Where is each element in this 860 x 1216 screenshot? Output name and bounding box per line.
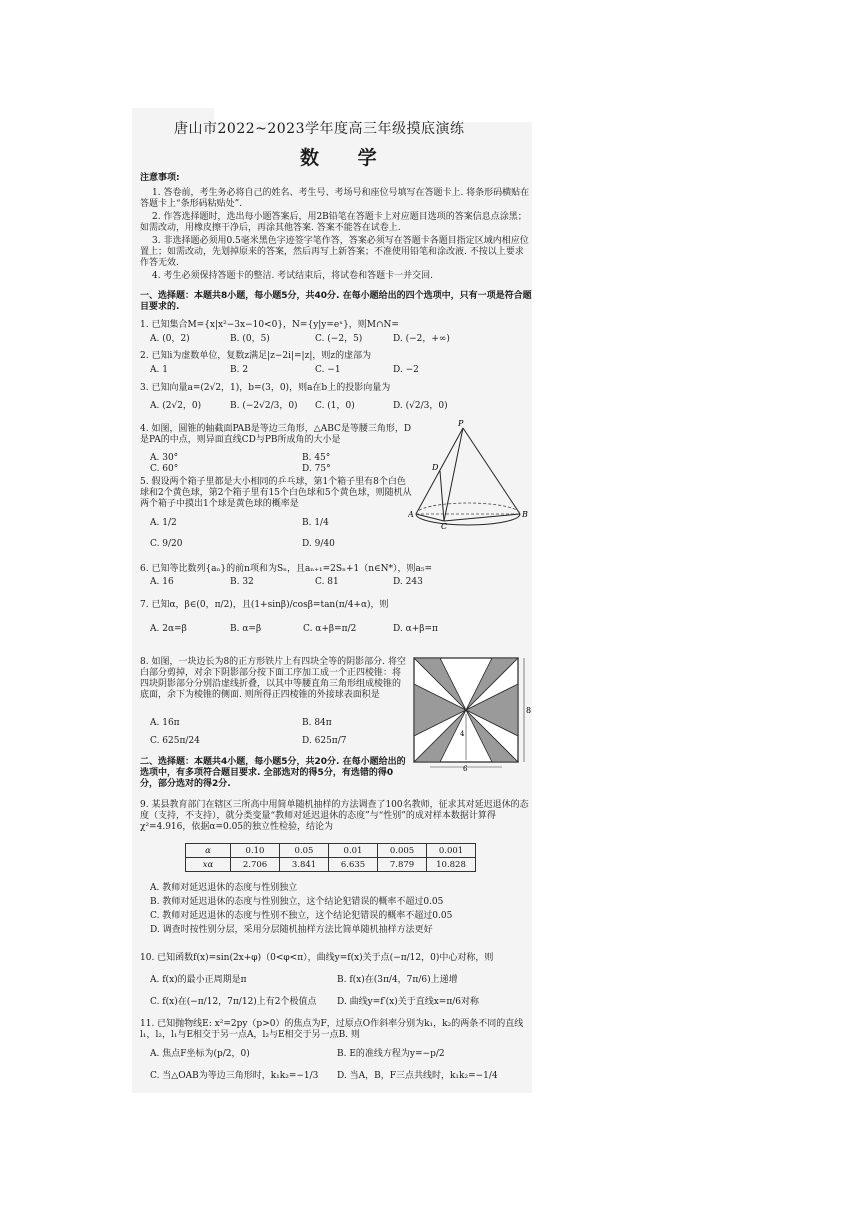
label-side-8: 8 (526, 706, 532, 715)
q5-option-d: D. 9/40 (302, 539, 335, 549)
q6-option-a: A. 16 (150, 577, 174, 587)
q5-option-b: B. 1/4 (302, 518, 329, 528)
q3-option-c: C. (1，0) (315, 401, 355, 411)
q10-option-a: A. f(x)的最小正周期是π (150, 975, 247, 985)
q3-option-b: B. (−2√2/3，0) (230, 401, 298, 411)
q4-stem: 4. 如图，圆锥的轴截面PAB是等边三角形，△ABC是等腰三角形，D是PA的中点，则异面直线CD与PB所成角的大小是 (140, 424, 412, 445)
q8-option-c: C. 625π/24 (150, 736, 200, 746)
q7-option-c: C. α+β=π/2 (303, 624, 357, 634)
q2-option-d: D. −2 (393, 365, 419, 375)
q11-option-d: D. 当A，B，F三点共线时，k₁k₂=−1/4 (337, 1071, 498, 1081)
q1-option-a: A. (0，2) (150, 334, 190, 344)
q2-option-a: A. 1 (150, 365, 168, 375)
q9-option-d: D. 调查时按性别分层，采用分层随机抽样方法比简单随机抽样方法更好 (150, 925, 433, 935)
note-1: 1. 答卷前，考生务必将自己的姓名、考生号、考场号和座位号填写在答题卡上. 将条形码横贴在答题卡上“条形码粘贴处”. (140, 188, 530, 209)
q7-option-a: A. 2α=β (150, 624, 187, 634)
q7-option-d: D. α+β=π (393, 624, 438, 634)
q10-option-b: B. f(x)在(3π/4，7π/6)上递增 (337, 975, 458, 985)
q3-option-a: A. (2√2，0) (150, 401, 202, 411)
q7-stem: 7. 已知α，β∈(0，π/2)，且(1+sinβ)/cosβ=tan(π/4+α)，则 (140, 600, 389, 610)
q5-option-c: C. 9/20 (150, 539, 183, 549)
q11-option-a: A. 焦点F坐标为(p/2，0) (150, 1049, 250, 1059)
label-a: A (408, 510, 414, 519)
label-bottom-6: 6 (463, 765, 468, 772)
q11-stem: 11. 已知抛物线E: x²=2py（p>0）的焦点为F，过原点O作斜率分别为k₁，k₂的两条不同的直线l₁，l₂，l₁与E相交于另一点A，l₂与E相交于另一点B. 则 (140, 1019, 524, 1040)
q10-option-d: D. 曲线y=f′(x)关于直线x=π/6对称 (337, 997, 480, 1007)
note-4: 4. 考生必须保持答题卡的整洁. 考试结束后，将试卷和答题卡一并交回. (152, 271, 434, 281)
q10-option-c: C. f(x)在(−π/12，7π/12)上有2个极值点 (150, 997, 317, 1007)
q8-option-d: D. 625π/7 (302, 736, 347, 746)
q6-option-b: B. 32 (230, 577, 254, 587)
critical-value-table (185, 843, 476, 872)
label-d: D (432, 463, 439, 472)
table-cell: 0.001 (427, 844, 476, 858)
table-cell: 0.05 (280, 844, 329, 858)
q8-option-a: A. 16π (150, 718, 180, 728)
table-cell: α (186, 844, 231, 858)
q6-option-c: C. 81 (315, 577, 339, 587)
note-3: 3. 非选择题必须用0.5毫米黑色字迹签字笔作答，答案必须写在答题卡各题目指定区域内相应位置上；如需改动，先划掉原来的答案，然后再写上新答案；不准使用铅笔和涂改液. 不按以上要求作答无效. (140, 236, 529, 268)
note-2: 2. 作答选择题时，选出每小题答案后，用2B铅笔在答题卡上对应题目选项的答案信息点涂黑；如需改动，用橡皮擦干净后，再涂其他答案. 答案不能答在试卷上. (140, 212, 527, 233)
label-p: P (458, 419, 464, 428)
q5-option-a: A. 1/2 (150, 518, 177, 528)
label-c: C (441, 522, 448, 530)
table-cell: 0.005 (378, 844, 427, 858)
q9-option-b: B. 教师对延迟退休的态度与性别独立，这个结论犯错误的概率不超过0.05 (150, 897, 444, 907)
q9-option-c: C. 教师对延迟退休的态度与性别不独立，这个结论犯错误的概率不超过0.05 (150, 911, 453, 921)
q8-stem: 8. 如图，一块边长为8的正方形铁片上有四块全等的阴影部分. 将空白部分剪掉，对余下阴影部分按下面工序加工成一个正四棱锥：将四块阴影部分分别沿虚线折叠，以其中等腰直角三角形组成棱锥的底面，余下为棱锥的侧面. 则所得正四棱锥的外接球表面积是 (140, 657, 406, 700)
section-1-heading: 一、选择题：本题共8小题，每小题5分，共40分. 在每小题给出的四个选项中，只有一项是符合题目要求的. (140, 291, 532, 312)
q2-option-c: C. −1 (315, 365, 341, 375)
table-cell: 2.706 (231, 858, 280, 872)
q11-option-c: C. 当△OAB为等边三角形时，k₁k₂=−1/3 (150, 1071, 319, 1081)
q1-option-b: B. (0，5) (230, 334, 270, 344)
table-row (186, 858, 476, 872)
table-cell: 0.01 (329, 844, 378, 858)
q6-stem: 6. 已知等比数列{aₙ}的前n项和为Sₙ，且aₙ₊₁=2Sₙ+1（n∈N*），则a₅= (140, 564, 433, 574)
q4-option-d: D. 75° (302, 464, 331, 474)
table-cell: 6.635 (329, 858, 378, 872)
q4-option-c: C. 60° (150, 464, 179, 474)
notes-heading: 注意事项: (140, 173, 180, 183)
q4-option-a: A. 30° (150, 453, 179, 463)
q9-option-a: A. 教师对延迟退休的态度与性别独立 (150, 883, 298, 893)
subject-title: 数 学 (300, 147, 393, 169)
cone-figure (408, 418, 533, 530)
q10-stem: 10. 已知函数f(x)=sin(2x+φ)（0<φ<π），曲线y=f(x)关于点(−π/12，0)中心对称，则 (140, 953, 494, 963)
q9-stem: 9. 某县教育部门在辖区三所高中用简单随机抽样的方法调查了100名教师，征求其对延迟退休的态度（支持，不支持），就分类变量“教师对延迟退休的态度”与“性别”的成对样本数据计算得χ²=4.916，依据α=0.05的独立性检验，结论为 (140, 800, 529, 832)
q4-option-b: B. 45° (302, 453, 331, 463)
table-cell: 0.10 (231, 844, 280, 858)
label-half-4: 4 (460, 730, 465, 738)
exam-title: 唐山市2022~2023学年度高三年级摸底演练 (174, 121, 465, 137)
table-cell: 7.879 (378, 858, 427, 872)
q7-option-b: B. α=β (230, 624, 262, 634)
q3-stem: 3. 已知向量a=(2√2，1)，b=(3，0)，则a在b上的投影向量为 (140, 383, 391, 393)
section-2-heading: 二、选择题：本题共4小题，每小题5分，共20分. 在每小题给出的选项中，有多项符合题目要求. 全部选对的得5分，有选错的得0分，部分选对的得2分. (140, 757, 406, 789)
square-figure (410, 654, 535, 772)
q2-stem: 2. 已知i为虚数单位，复数z满足|z−2i|=|z|，则z的虚部为 (140, 351, 372, 361)
q5-stem: 5. 假设两个箱子里都是大小相同的乒乓球，第1个箱子里有8个白色球和2个黄色球，第2个箱子里有15个白色球和5个黄色球，则随机从两个箱子中摸出1个球是黄色球的概率是 (140, 477, 412, 509)
q1-option-d: D. (−2，+∞) (393, 334, 450, 344)
label-b: B (522, 510, 528, 519)
q6-option-d: D. 243 (393, 577, 423, 587)
q3-option-d: D. (√2/3，0) (393, 401, 448, 411)
q11-option-b: B. E的准线方程为y=−p/2 (337, 1049, 445, 1059)
q8-option-b: B. 84π (302, 718, 332, 728)
q1-stem: 1. 已知集合M={x|x²−3x−10<0}，N={y|y=eˣ}，则M∩N= (140, 320, 399, 330)
table-cell: xα (186, 858, 231, 872)
q1-option-c: C. (−2，5) (315, 334, 363, 344)
q2-option-b: B. 2 (230, 365, 249, 375)
table-cell: 3.841 (280, 858, 329, 872)
table-cell: 10.828 (427, 858, 476, 872)
table-row (186, 844, 476, 858)
